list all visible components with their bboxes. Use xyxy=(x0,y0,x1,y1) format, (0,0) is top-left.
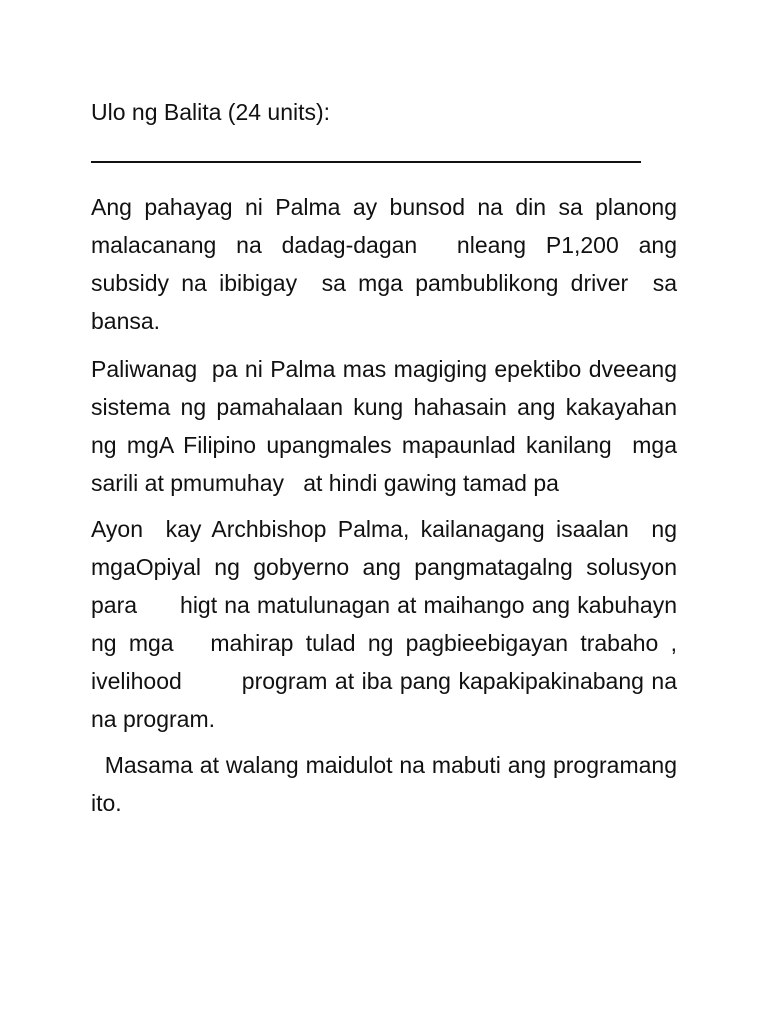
paragraph-1: Ang pahayag ni Palma ay bunsod na din sa planong malacanang na dadag-dagan nleang P1,200 ang subsidy na ibibigay sa mga pambublikong driver sa bansa. xyxy=(91,194,684,334)
paragraph-2: Paliwanag pa ni Palma mas magiging epektibo dveeang sistema ng pamahalaan kung hahasain ang kakayahan ng mgA Filipino upangmales mapaunlad kanilang mga sarili at pmumuhay at hindi gawing tamad pa xyxy=(91,356,684,496)
headline-blank-line xyxy=(91,161,641,163)
paragraph-4: Masama at walang maidulot na mabuti ang programang ito. xyxy=(91,752,684,816)
document-body xyxy=(91,93,684,822)
paragraph-3: Ayon kay Archbishop Palma, kailanagang isaalan ng mgaOpiyal ng gobyerno ang pangmatagalng solusyon para higt na matulunagan at maihango ang kabuhayn ng mga mahirap tulad ng pagbieebigayan trabaho , ivelihood program at iba pang kapakipakinabang na na program. xyxy=(91,516,684,732)
document-heading: Ulo ng Balita (24 units): xyxy=(91,99,331,125)
